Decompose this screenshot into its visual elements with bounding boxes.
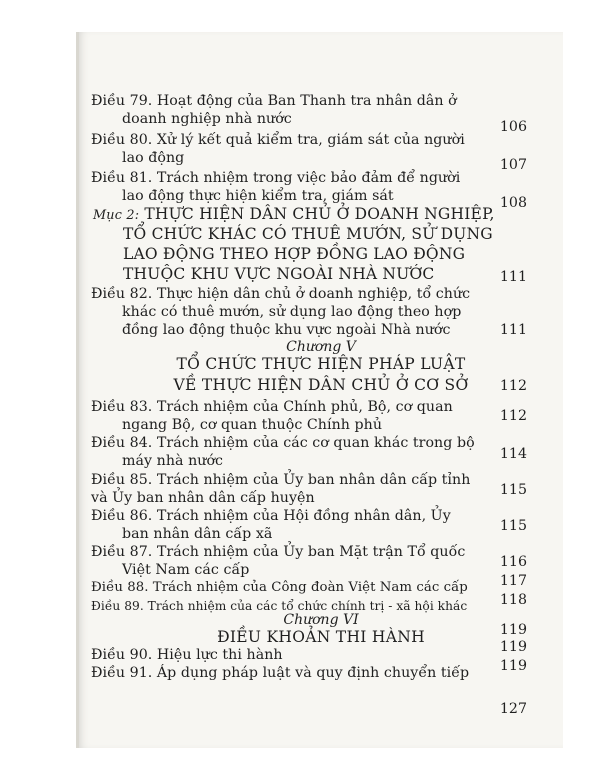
- toc-entry-81-page: 108: [499, 195, 527, 211]
- toc-entry-84-page: 114: [499, 446, 527, 462]
- section-2-line1: [93, 204, 495, 226]
- toc-entry-79-line1: Điều 79. Hoạt động của Ban Thanh tra nhân dân ở: [91, 93, 457, 109]
- toc-entry-80-line1: Điều 80. Xử lý kết quả kiểm tra, giám sát của người: [91, 132, 465, 148]
- section-2-title-line2: TỔ CHỨC KHÁC CÓ THUÊ MƯỚN, SỬ DỤNG: [123, 225, 493, 243]
- chapter-6-page: 119: [499, 622, 527, 638]
- toc-page: [76, 32, 563, 748]
- toc-entry-83-line1: Điều 83. Trách nhiệm của Chính phủ, Bộ, cơ quan: [91, 399, 453, 415]
- toc-entry-80-line2: lao động: [122, 150, 185, 166]
- chapter-6-label: Chương VI: [283, 612, 359, 628]
- toc-entry-91: Điều 91. Áp dụng pháp luật và quy định chuyển tiếp: [91, 665, 470, 681]
- toc-entry-87-page: 116: [499, 554, 527, 570]
- toc-entry-80-page: 107: [499, 157, 527, 173]
- toc-entry-90: Điều 90. Hiệu lực thi hành: [91, 647, 283, 663]
- toc-entry-81-line2: lao động thực hiện kiểm tra, giám sát: [122, 188, 394, 204]
- toc-entry-91-page: 119: [499, 658, 527, 674]
- toc-entry-86-page: 115: [499, 518, 527, 534]
- toc-entry-85-page: 115: [499, 482, 527, 498]
- chapter-5-title-line1: TỔ CHỨC THỰC HIỆN PHÁP LUẬT: [176, 355, 466, 373]
- toc-entry-88-page: 117: [499, 573, 527, 589]
- section-2-label: Mục 2:: [93, 208, 140, 223]
- toc-entry-81-line1: Điều 81. Trách nhiệm trong việc bảo đảm để người: [91, 170, 461, 186]
- toc-entry-84-line2: máy nhà nước: [122, 453, 224, 469]
- toc-entry-83-page: 112: [499, 408, 527, 424]
- toc-entry-87-line1: Điều 87. Trách nhiệm của Ủy ban Mặt trận Tổ quốc: [91, 544, 466, 560]
- chapter-5-title-line2: VỀ THỰC HIỆN DÂN CHỦ Ở CƠ SỞ: [173, 376, 469, 394]
- section-2-title-line1: THỰC HIỆN DÂN CHỦ Ở DOANH NGHIỆP,: [144, 205, 495, 223]
- chapter-5-page: 112: [499, 378, 527, 394]
- toc-entry-87-line2: Việt Nam các cấp: [122, 562, 250, 578]
- toc-entry-82-page: 111: [499, 322, 527, 338]
- toc-entry-84-line1: Điều 84. Trách nhiệm của các cơ quan khác trong bộ: [91, 435, 475, 451]
- section-2-title-line4: THUỘC KHU VỰC NGOÀI NHÀ NƯỚC: [123, 265, 435, 283]
- toc-entry-86-line2: ban nhân dân cấp xã: [122, 526, 273, 542]
- toc-entry-88: Điều 88. Trách nhiệm của Công đoàn Việt Nam các cấp: [91, 580, 468, 595]
- chapter-6-title: ĐIỀU KHOẢN THI HÀNH: [217, 628, 425, 646]
- toc-entry-85-line1: Điều 85. Trách nhiệm của Ủy ban nhân dân cấp tỉnh: [91, 472, 471, 488]
- page-number: 127: [499, 701, 527, 717]
- toc-entry-83-line2: ngang Bộ, cơ quan thuộc Chính phủ: [122, 417, 383, 433]
- chapter-5-label: Chương V: [286, 339, 356, 355]
- toc-entry-90-page: 119: [499, 639, 527, 655]
- toc-entry-82-line2: khác có thuê mướn, sử dụng lao động theo hợp: [122, 304, 462, 320]
- toc-entry-89-page: 118: [499, 592, 527, 608]
- toc-entry-85-line2: và Ủy ban nhân dân cấp huyện: [91, 490, 315, 506]
- toc-entry-86-line1: Điều 86. Trách nhiệm của Hội đồng nhân dân, Ủy: [91, 508, 451, 524]
- toc-entry-79-line2: doanh nghiệp nhà nước: [122, 111, 292, 127]
- toc-entry-79-page: 106: [499, 119, 527, 135]
- toc-entry-82-line1: Điều 82. Thực hiện dân chủ ở doanh nghiệp, tổ chức: [91, 286, 471, 302]
- toc-entry-82-line3: đồng lao động thuộc khu vực ngoài Nhà nước: [122, 322, 451, 338]
- toc-entry-89: Điều 89. Trách nhiệm của các tổ chức chính trị - xã hội khác: [91, 599, 468, 613]
- section-2-page: 111: [499, 269, 527, 285]
- section-2-title-line3: LAO ĐỘNG THEO HỢP ĐỒNG LAO ĐỘNG: [123, 245, 466, 263]
